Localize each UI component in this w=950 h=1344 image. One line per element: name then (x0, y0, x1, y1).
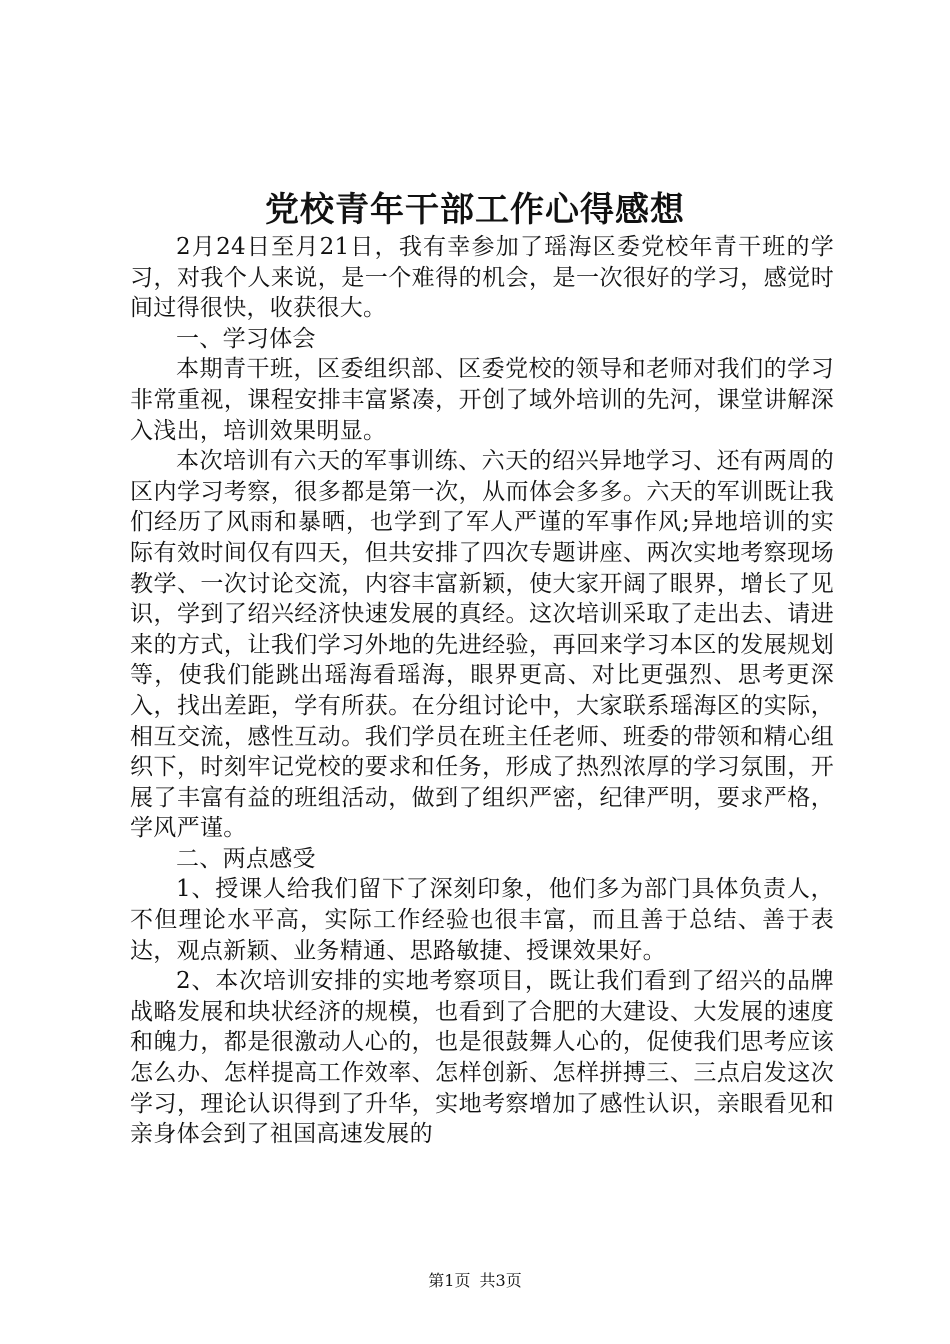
page-title: 党校青年干部工作心得感想 (265, 190, 685, 230)
paragraph-training-details: 本次培训有六天的军事训练、六天的绍兴异地学习、还有两周的区内学习考察，很多都是第一次，从而体会多多。六天的军训既让我们经历了风雨和暴晒，也学到了军人严谨的军事作风;异地培训的实际有效时间仅有四天，但共安排了四次专题讲座、两次实地考察现场教学、一次讨论交流，内容丰富新颖，使大家开阔了眼界，增长了见识，学到了绍兴经济快速发展的真经。这次培训采取了走出去、请进来的方式，让我们学习外地的先进经验，再回来学习本区的发展规划等，使我们能跳出瑶海看瑶海，眼界更高、对比更强烈、思考更深入，找出差距，学有所获。在分组讨论中，大家联系瑶海区的实际，相互交流，感性互动。我们学员在班主任老师、班委的带领和精心组织下，时刻牢记党校的要求和任务，形成了热烈浓厚的学习氛围，开展了丰富有益的班组活动，做到了组织严密，纪律严明，要求严格，学风严谨。 (130, 448, 834, 842)
paragraph-intro: 2月24日至月21日，我有幸参加了瑶海区委党校年青干班的学习，对我个人来说，是一个难得的机会，是一次很好的学习，感觉时间过得很快，收获很大。 (130, 234, 834, 322)
page-total: 共3页 (479, 1271, 522, 1290)
paragraph-course-overview: 本期青干班，区委组织部、区委党校的领导和老师对我们的学习非常重视，课程安排丰富紧凑，开创了域外培训的先河，课堂讲解深入浅出，培训效果明显。 (130, 356, 834, 444)
document-body (130, 232, 834, 1150)
paragraph-impression-2: 2、本次培训安排的实地考察项目，既让我们看到了绍兴的品牌战略发展和块状经济的规模，也看到了合肥的大建设、大发展的速度和魄力，都是很激动人心的，也是很鼓舞人心的，促使我们思考应该怎么办、怎样提高工作效率、怎样创新、怎样拼搏三、三点启发这次学习，理论认识得到了升华，实地考察增加了感性认识，亲眼看见和亲身体会到了祖国高速发展的 (130, 968, 834, 1148)
section-heading-1: 一、学习体会 (176, 325, 316, 352)
page-footer (0, 1270, 950, 1292)
paragraph-impression-1: 1、授课人给我们留下了深刻印象，他们多为部门具体负责人，不但理论水平高，实际工作经验也很丰富，而且善于总结、善于表达，观点新颖、业务精通、思路敏捷、授课效果好。 (130, 876, 834, 964)
page-number: 第1页 (428, 1271, 471, 1290)
section-heading-2: 二、两点感受 (176, 845, 316, 872)
